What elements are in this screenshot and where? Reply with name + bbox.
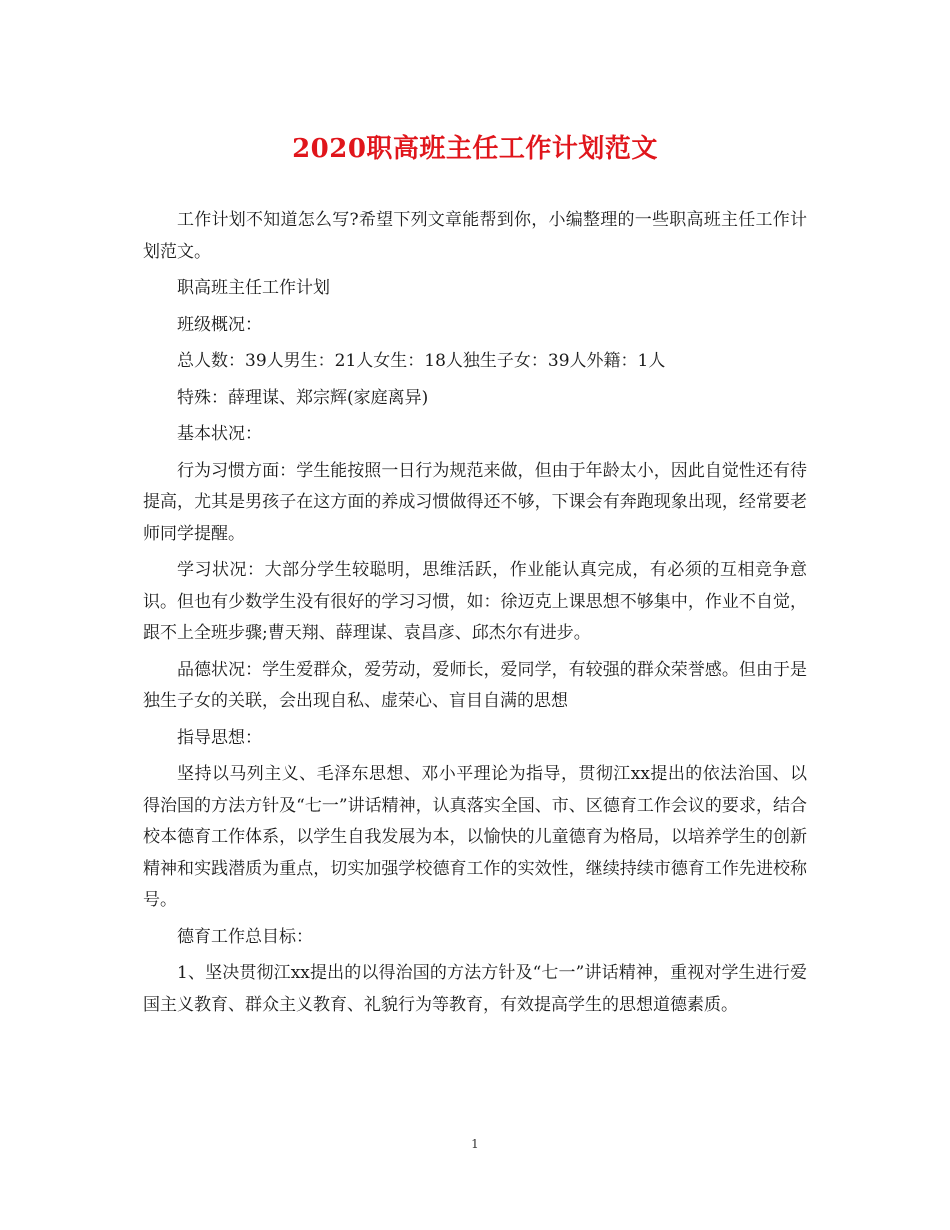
paragraph-basic-status-heading: 基本状况：	[177, 424, 262, 444]
paragraph-class-stats: 总人数：39人男生：21人女生：18人独生子女：39人外籍：1人	[177, 351, 666, 371]
page-number: 1	[471, 1137, 479, 1151]
paragraph-goal-heading: 德育工作总目标：	[177, 926, 313, 947]
paragraph-plan-heading: 职高班主任工作计划	[177, 278, 330, 298]
paragraph-study-status: 学习状况：大部分学生较聪明，思维活跃，作业能认真完成，有必须的互相竞争意识。但也有少数学生没有很好的学习习惯，如：徐迈克上课思想不够集中，作业不自觉，跟不上全班步骤;曹天翔、薛理谋、袁昌彦、邱杰尔有进步。	[143, 560, 807, 643]
paragraph-guiding-thought: 坚持以马列主义、毛泽东思想、邓小平理论为指导，贯彻江xx提出的依法治国、以得治国的方法方针及“七一”讲话精神，认真落实全国、市、区德育工作会议的要求，结合校本德育工作体系，以学生自我发展为本，以愉快的儿童德育为格局，以培养学生的创新精神和实践潜质为重点，切实加强学校德育工作的实效性，继续持续市德育工作先进校称号。	[143, 764, 807, 910]
paragraph-behavior-habits: 行为习惯方面：学生能按照一日行为规范来做，但由于年龄太小，因此自觉性还有待提高，尤其是男孩子在这方面的养成习惯做得还不够，下课会有奔跑现象出现，经常要老师同学提醒。	[143, 460, 807, 544]
document-body	[143, 205, 807, 1026]
paragraph-intro: 工作计划不知道怎么写?希望下列文章能帮到你，小编整理的一些职高班主任工作计划范文。	[143, 210, 807, 262]
paragraph-class-overview-heading: 班级概况：	[177, 314, 262, 335]
paragraph-goal-1: 1、坚决贯彻江xx提出的以得治国的方法方针及“七一”讲话精神，重视对学生进行爱国主义教育、群众主义教育、礼貌行为等教育，有效提高学生的思想道德素质。	[143, 963, 807, 1015]
document-title: 2020职高班主任工作计划范文	[292, 134, 658, 164]
paragraph-moral-status: 品德状况：学生爱群众，爱劳动，爱师长，爱同学，有较强的群众荣誉感。但由于是独生子女的关联，会出现自私、虚荣心、盲目自满的思想	[143, 659, 807, 711]
paragraph-special-cases: 特殊：薛理谋、郑宗辉(家庭离异)	[177, 387, 429, 408]
paragraph-guiding-thought-heading: 指导思想：	[177, 727, 262, 748]
